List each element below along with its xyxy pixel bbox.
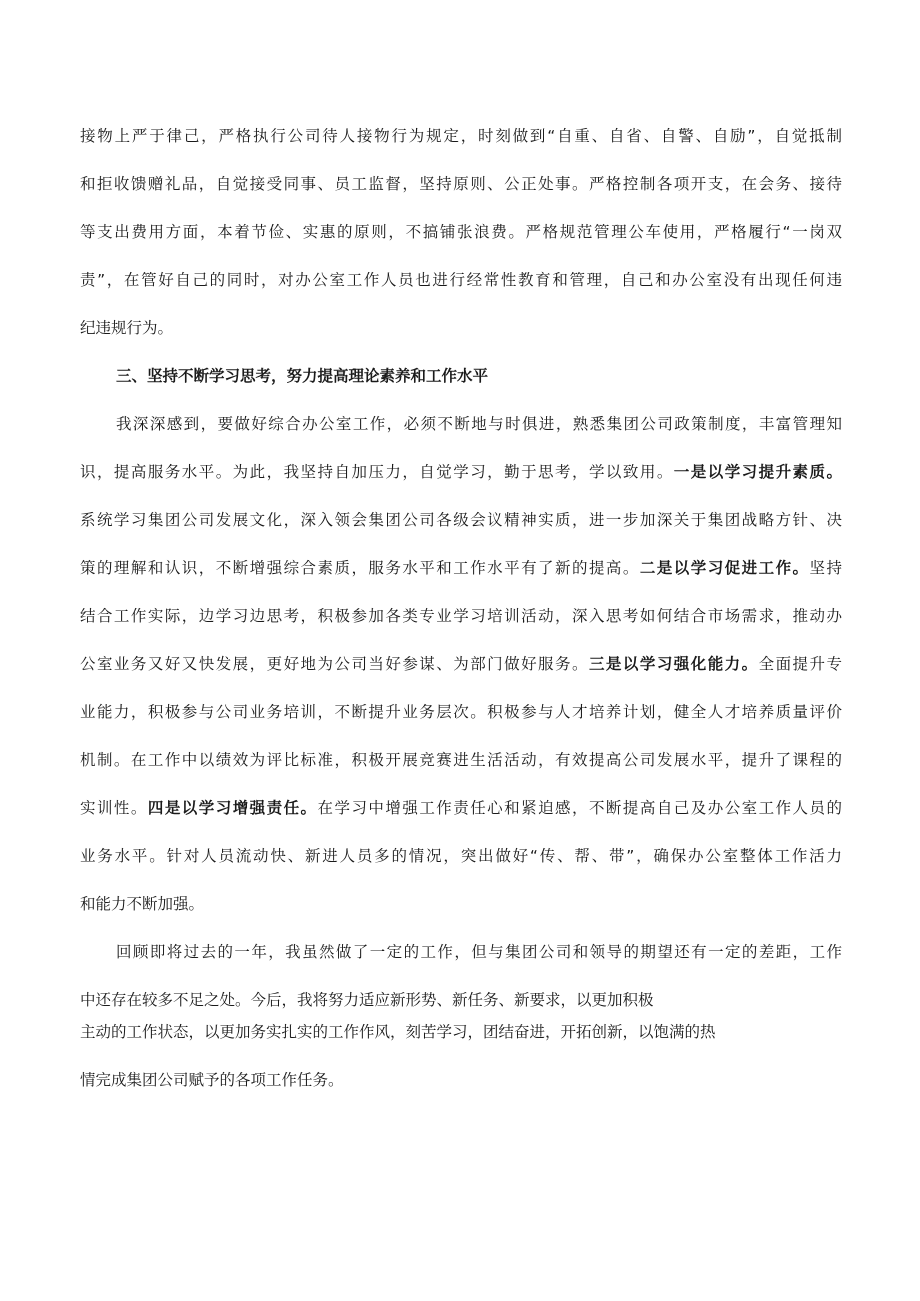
bold-phrase: 二是以学习促进工作。 [639,559,810,577]
text-span: 识，提高服务水平。为此，我坚持自加压力，自觉学习，勤于思考，学以致用。 [80,463,674,481]
paragraph-line: 责”，在管好自己的同时，对办公室工作人员也进行经常性教育和管理，自己和办公室没有出现任何违 [80,271,842,289]
text-span: 在学习中增强工作责任心和紧迫感，不断提高自己及办公室工作人员的 [317,799,842,817]
text-span: 公室业务又好又快发展，更好地为公司当好参谋、为部门做好服务。 [80,655,589,673]
paragraph-line: 业能力，积极参与公司业务培训，不断提升业务层次。积极参与人才培养计划，健全人才培养质量评价 [80,703,842,721]
paragraph-line: 我深深感到，要做好综合办公室工作，必须不断地与时俱进，熟悉集团公司政策制度，丰富管理知 [116,415,842,433]
bold-phrase: 三是以学习强化能力。 [588,655,759,673]
text-span: 坚持 [809,559,842,577]
paragraph-line: 等支出费用方面，本着节俭、实惠的原则，不搞铺张浪费。严格规范管理公车使用，严格履行“一岗双 [80,223,842,241]
text-span: 实训性。 [80,799,148,817]
bold-phrase: 一是以学习提升素质。 [673,463,842,481]
text-span: 全面提升专 [758,655,842,673]
paragraph-line: 业务水平。针对人员流动快、新进人员多的情况，突出做好“传、帮、带”，确保办公室整体工作活力 [80,847,842,865]
paragraph-line: 和能力不断加强。 [80,895,205,913]
paragraph-line [80,558,842,578]
bold-phrase: 四是以学习增强责任。 [147,799,318,817]
paragraph-line: 机制。在工作中以绩效为评比标准，积极开展竞赛进生活活动，有效提高公司发展水平，提升了课程的 [80,751,842,769]
paragraph-line: 情完成集团公司赋予的各项工作任务。 [80,1071,344,1089]
paragraph-line [80,462,842,482]
paragraph-line: 结合工作实际，边学习边思考，积极参加各类专业学习培训活动，深入思考如何结合市场需求，推动办 [80,607,842,625]
paragraph-line [80,654,842,674]
paragraph-line: 和拒收馈赠礼品，自觉接受同事、员工监督，坚持原则、公正处事。严格控制各项开支，在会务、接待 [80,175,842,193]
text-span: 策的理解和认识，不断增强综合素质，服务水平和工作水平有了新的提高。 [80,559,640,577]
paragraph-line: 主动的工作状态，以更加务实扎实的工作作风，刻苦学习，团结奋进，开拓创新，以饱满的热 [80,1023,716,1041]
paragraph-line: 纪违规行为。 [80,319,174,337]
paragraph-line: 接物上严于律己，严格执行公司待人接物行为规定，时刻做到“自重、自省、自警、自励”，自觉抵制 [80,127,842,145]
paragraph-line: 回顾即将过去的一年，我虽然做了一定的工作，但与集团公司和领导的期望还有一定的差距，工作 [116,943,842,961]
paragraph-line: 系统学习集团公司发展文化，深入领会集团公司各级会议精神实质，进一步加深关于集团战略方针、决 [80,511,842,529]
paragraph-line: 中还存在较多不足之处。今后，我将努力适应新形势、新任务、新要求，以更加积极 [80,991,654,1009]
paragraph-line [80,798,842,818]
section-heading: 三、坚持不断学习思考，努力提高理论素养和工作水平 [116,367,489,385]
